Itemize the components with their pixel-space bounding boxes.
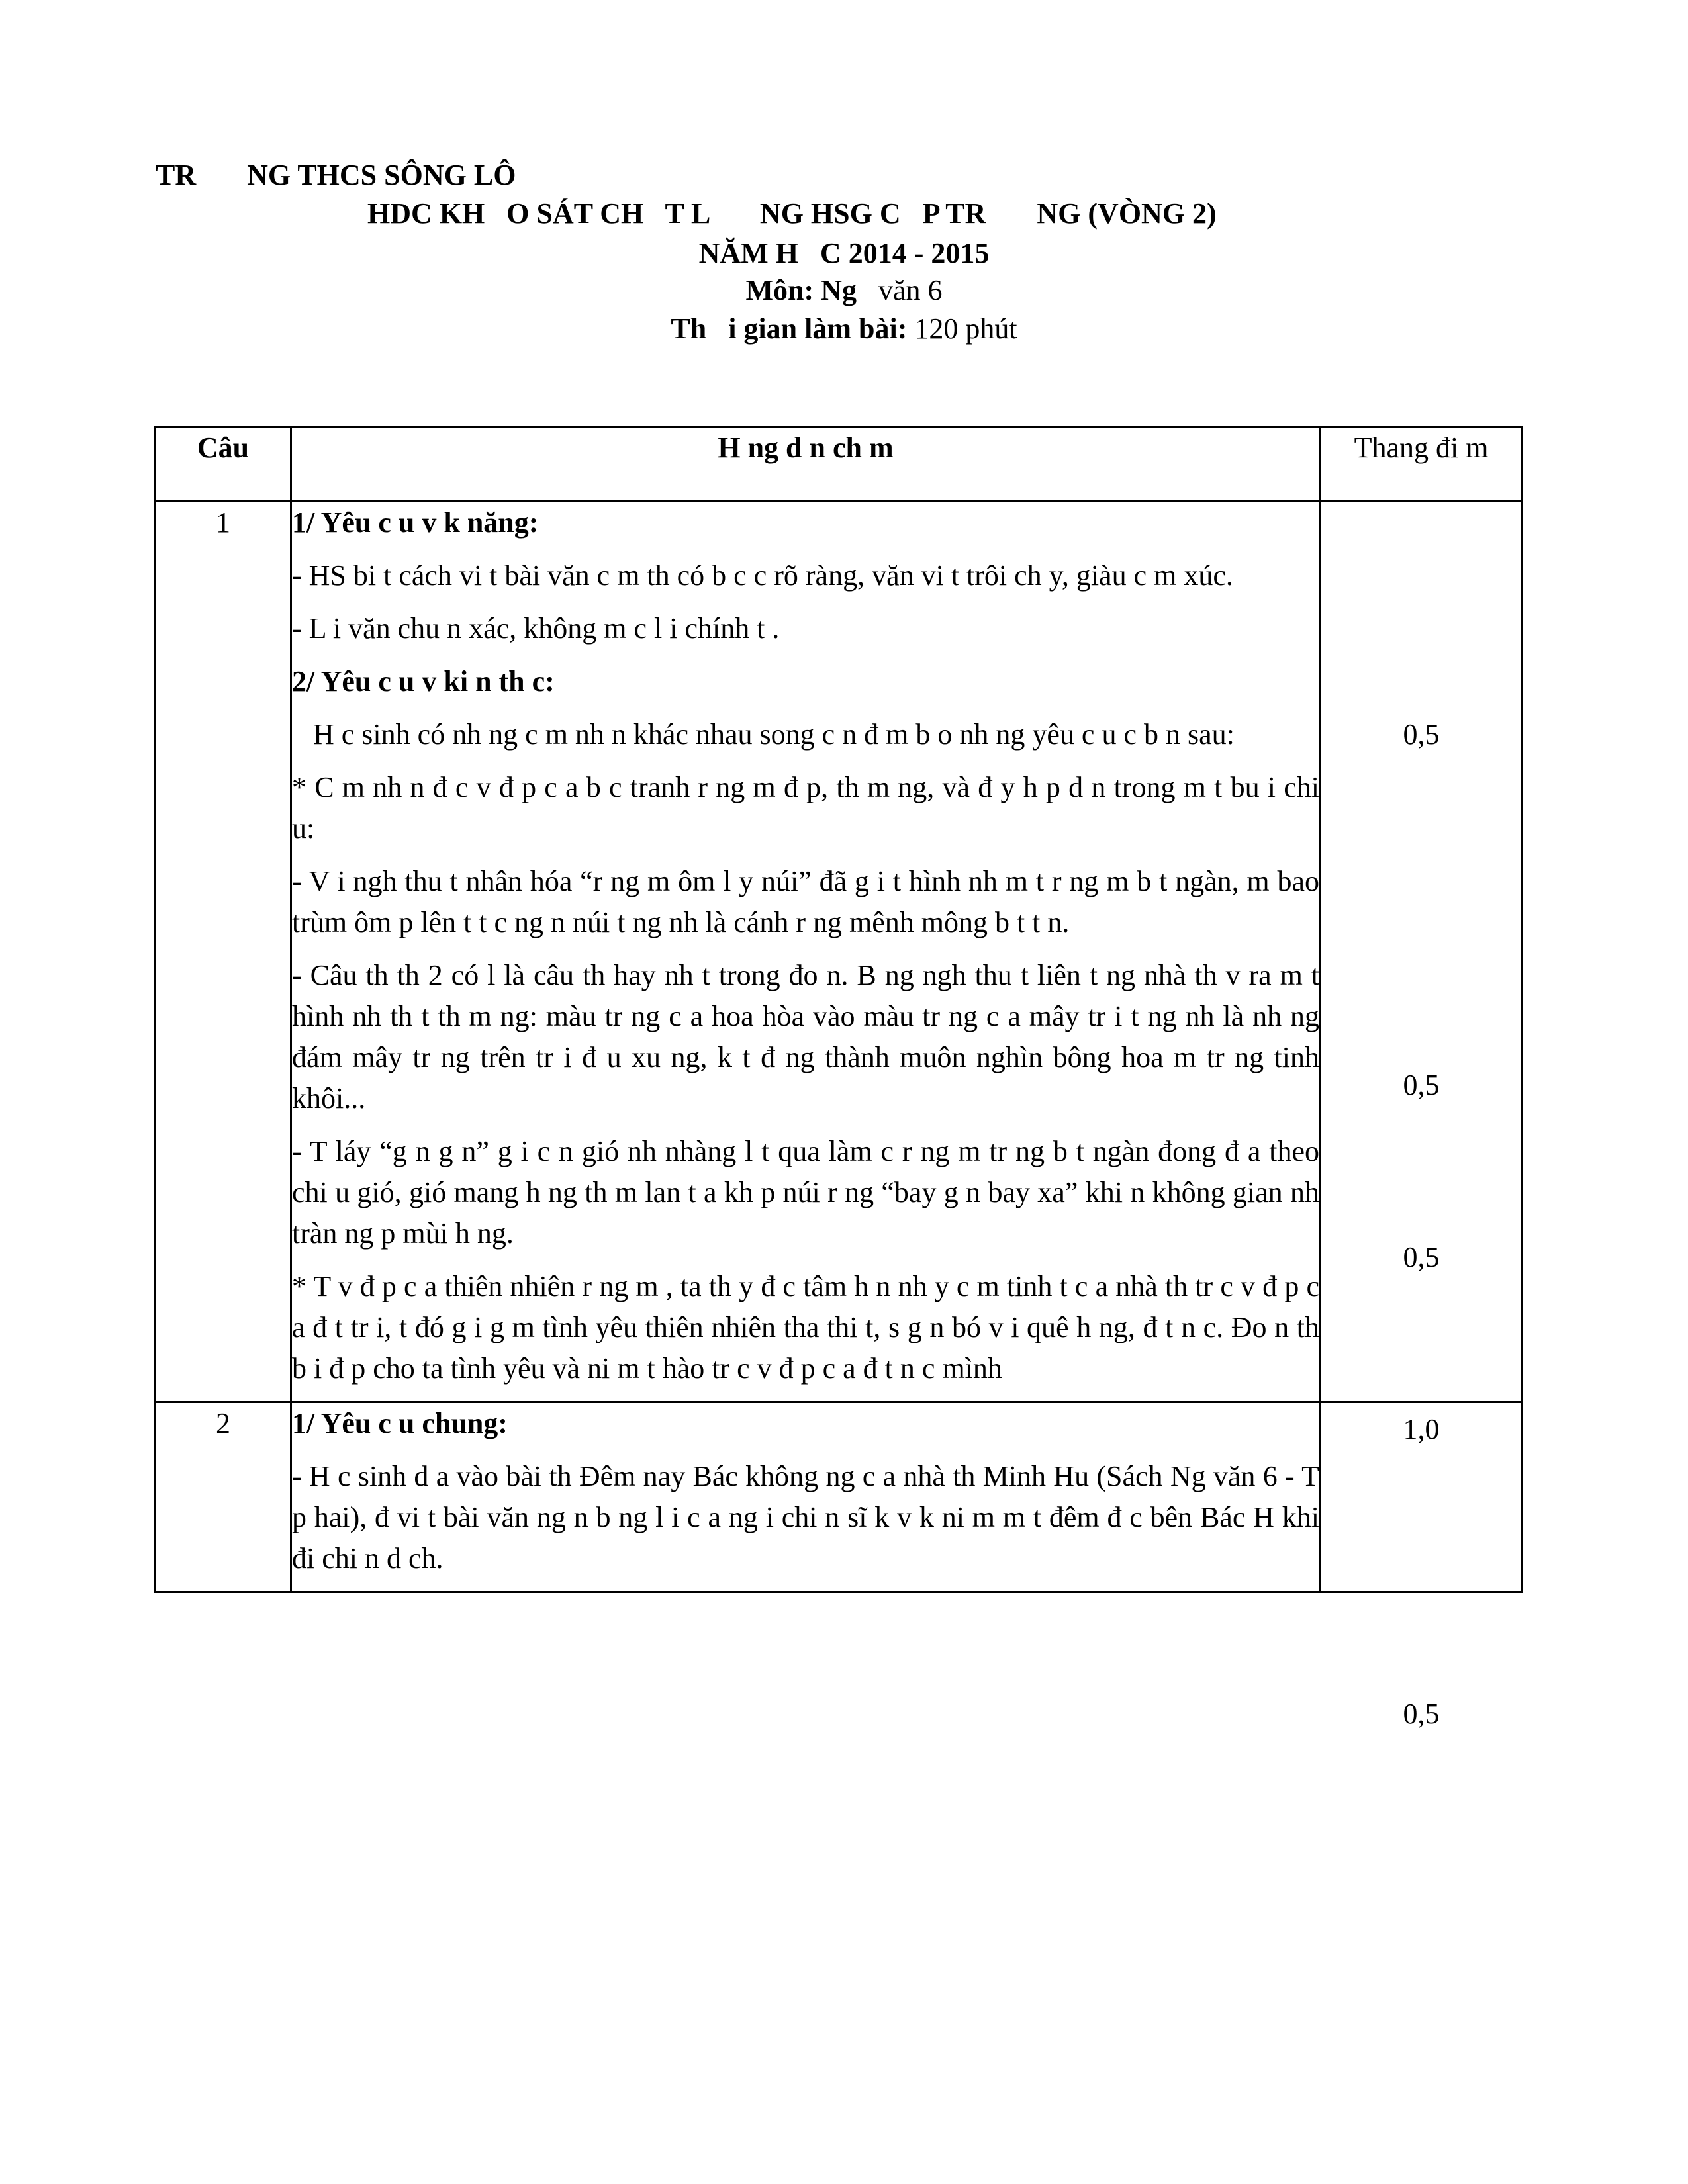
document-header (0, 0, 1688, 371)
guide-paragraph: - HS bi t cách vi t bài văn c m th có b c c rõ ràng, văn vi t trôi ch y, giàu c m xúc. (292, 559, 1233, 592)
school-year: NĂM H C 2014 - 2015 (698, 237, 990, 269)
score-value: 1,0 (1403, 1413, 1440, 1445)
question-number: 1 (156, 502, 291, 1402)
grading-guide-content (291, 1402, 1321, 1592)
document-title: HDC KH O SÁT CH T L NG HSG C P TR NG (VÒNG 2) (367, 197, 1217, 230)
guide-paragraph: * C m nh n đ c v đ p c a b c tranh r ng m đ p, th m ng, và đ y h p d n trong m t bu i chi u: (292, 771, 1319, 844)
school-name: TR NG THCS SÔNG LÔ (156, 159, 516, 191)
time-label: Th i gian làm bài: (671, 312, 908, 345)
subject-value: văn 6 (856, 274, 943, 306)
column-header-cau: Câu (156, 427, 291, 502)
score-value: 0,5 (1403, 718, 1440, 751)
score-cell (1321, 502, 1523, 1730)
time-value: 120 phút (907, 312, 1017, 345)
guide-paragraph: 2/ Yêu c u v ki n th c: (292, 665, 555, 698)
score-value: 0,5 (1403, 1069, 1440, 1101)
table-row (156, 1402, 1523, 1592)
column-header-thang-diem: Thang đi m (1321, 427, 1523, 502)
score-value: 0,5 (1403, 1241, 1440, 1273)
score-value: 0,5 (1403, 1698, 1440, 1730)
guide-paragraph: - T láy “g n g n” g i c n gió nh nhàng l t qua làm c r ng m tr ng b t ngàn đong đ a theo chi u gió, gió mang h ng th m lan t a kh p núi r ng “bay g n bay xa” khi n không gian nh tràn ng p mùi h ng. (292, 1135, 1319, 1250)
guide-paragraph: H c sinh có nh ng c m nh n khác nhau song c n đ m b o nh ng yêu c u c b n sau: (313, 718, 1235, 751)
guide-paragraph: - L i văn chu n xác, không m c l i chính t . (292, 612, 780, 645)
subject-label: Môn: Ng (745, 274, 857, 306)
guide-paragraph: - Câu th th 2 có l là câu th hay nh t trong đo n. B ng ngh thu t liên t ng nhà th v ra m t hình nh th t th m ng: màu tr ng c a hoa hòa vào màu tr ng c a mây tr i t ng nh là nh ng đám mây tr ng trên tr i đ u xu ng, k t đ ng thành muôn nghìn bông hoa m tr ng tinh khôi... (292, 959, 1319, 1115)
table-header-row (156, 427, 1523, 502)
guide-paragraph: - H c sinh d a vào bài th Đêm nay Bác không ng c a nhà th Minh Hu (Sách Ng văn 6 - T p hai), đ vi t bài văn ng n b ng l i c a ng i chi n sĩ k v k ni m m t đêm đ c bên Bác H khi đi chi n d ch. (292, 1460, 1319, 1574)
table-row (156, 502, 1523, 1402)
grading-guide-content (291, 502, 1321, 1402)
guide-paragraph: 1/ Yêu c u chung: (292, 1407, 508, 1439)
guide-paragraph: - V i ngh thu t nhân hóa “r ng m ôm l y núi” đã g i t hình nh m t r ng m b t ngàn, m bao trùm ôm p lên t t c ng n núi t ng nh là cánh r ng mênh mông b t t n. (292, 865, 1319, 938)
column-header-huong-dan: H ng d n ch m (291, 427, 1321, 502)
score-cell (1321, 1402, 1523, 1592)
question-number: 2 (156, 1402, 291, 1592)
guide-paragraph: * T v đ p c a thiên nhiên r ng m , ta th y đ c tâm h n nh y c m tinh t c a nhà th tr c v đ p c a đ t tr i, t đó g i g m tình yêu thiên nhiên tha thi t, s g n bó v i quê h ng, đ t n c. Đo n th b i đ p cho ta tình yêu và ni m t hào tr c v đ p c a đ t n c mình (292, 1270, 1319, 1385)
subject-line (0, 273, 1688, 308)
grading-table (154, 426, 1523, 1730)
guide-paragraph: 1/ Yêu c u v k năng: (292, 506, 539, 539)
time-line (0, 311, 1688, 347)
